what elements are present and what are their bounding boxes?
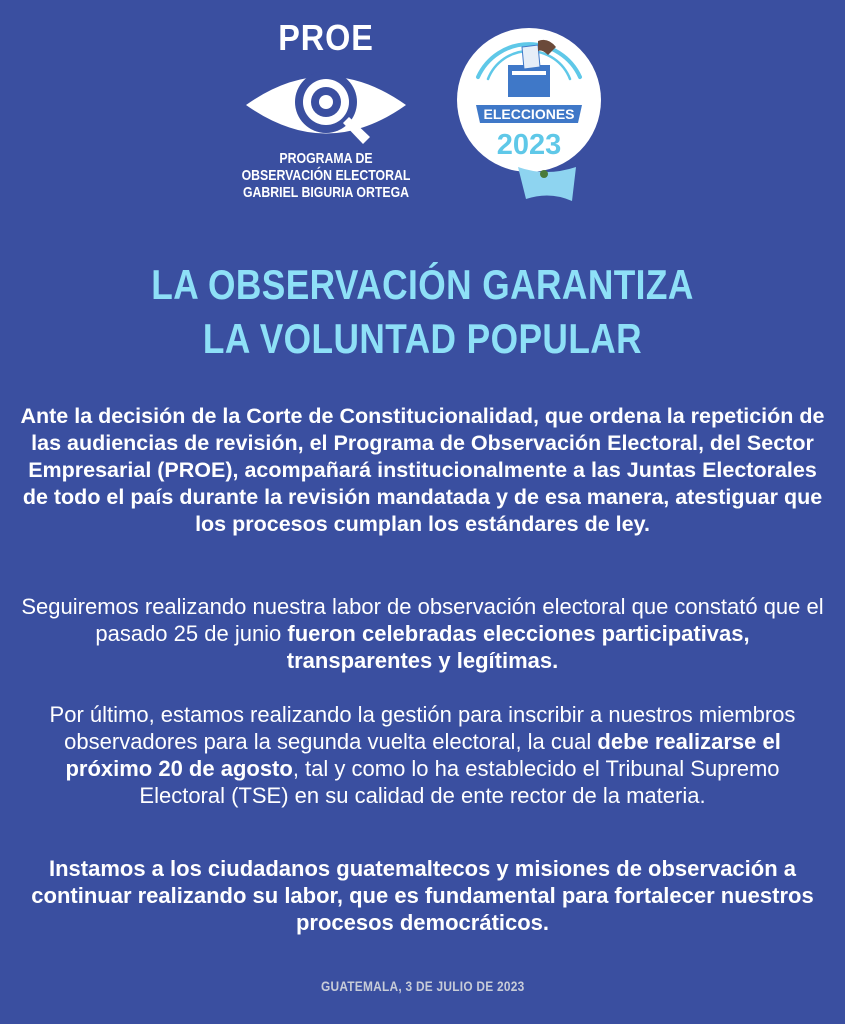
paragraph-4: Instamos a los ciudadanos guatemaltecos y misiones de observación a continuar realizando su labor, que es fundamental para fortalecer nuestros procesos democráticos. bbox=[31, 856, 814, 935]
paragraph-3-text-a: Por último, estamos realizando la gestión para inscribir a nuestros miembros observadores para la segunda vuelta electoral, la cual bbox=[49, 702, 796, 754]
paragraph-1: Ante la decisión de la Corte de Constitucionalidad, que ordena la repetición de las audiencias de revisión, el Programa de Observación Electoral, del Sector Empresarial (PROE), acompañará institucionalmente a las Juntas Electorales de todo el país durante la revisión mandatada y de esa manera, atestiguar que los procesos cumplan los estándares de ley. bbox=[20, 404, 825, 536]
dateline bbox=[0, 978, 845, 994]
paragraph-2-emphasis: fueron celebradas elecciones participativas, transparentes y legítimas. bbox=[286, 621, 750, 673]
dateline-text: GUATEMALA, 3 DE JULIO DE 2023 bbox=[320, 978, 525, 994]
proe-subtitle-line-3: GABRIEL BIGURIA ORTEGA bbox=[242, 184, 410, 201]
proe-logo-title: PROE bbox=[278, 17, 374, 58]
flag-emblem bbox=[540, 170, 548, 178]
badge-label: ELECCIONES bbox=[483, 106, 575, 122]
paragraph-2-text: Seguiremos realizando nuestra labor de observación electoral que constató que el pasado 25 de junio bbox=[21, 594, 824, 646]
proe-subtitle-line-2: OBSERVACIÓN ELECTORAL bbox=[241, 167, 411, 184]
elecciones-2023-badge bbox=[456, 27, 602, 203]
paragraph-3-text-b: , tal y como lo ha establecido el Tribunal Supremo Electoral (TSE) en su calidad de ente rector de la materia. bbox=[139, 756, 780, 808]
paragraph-3-emphasis: debe realizarse el próximo 20 de agosto bbox=[65, 729, 781, 781]
proe-subtitle-line-1: PROGRAMA DE bbox=[279, 150, 373, 167]
headline bbox=[0, 258, 845, 366]
headline-line-1: LA OBSERVACIÓN GARANTIZA bbox=[151, 261, 694, 308]
paragraph-3 bbox=[20, 701, 825, 809]
header-logos bbox=[0, 0, 845, 240]
paragraph-2 bbox=[20, 593, 825, 674]
headline-line-2: LA VOLUNTAD POPULAR bbox=[202, 315, 643, 362]
proe-logo bbox=[238, 18, 414, 218]
badge-year: 2023 bbox=[496, 129, 562, 161]
eye-magnifier-icon bbox=[243, 60, 409, 150]
